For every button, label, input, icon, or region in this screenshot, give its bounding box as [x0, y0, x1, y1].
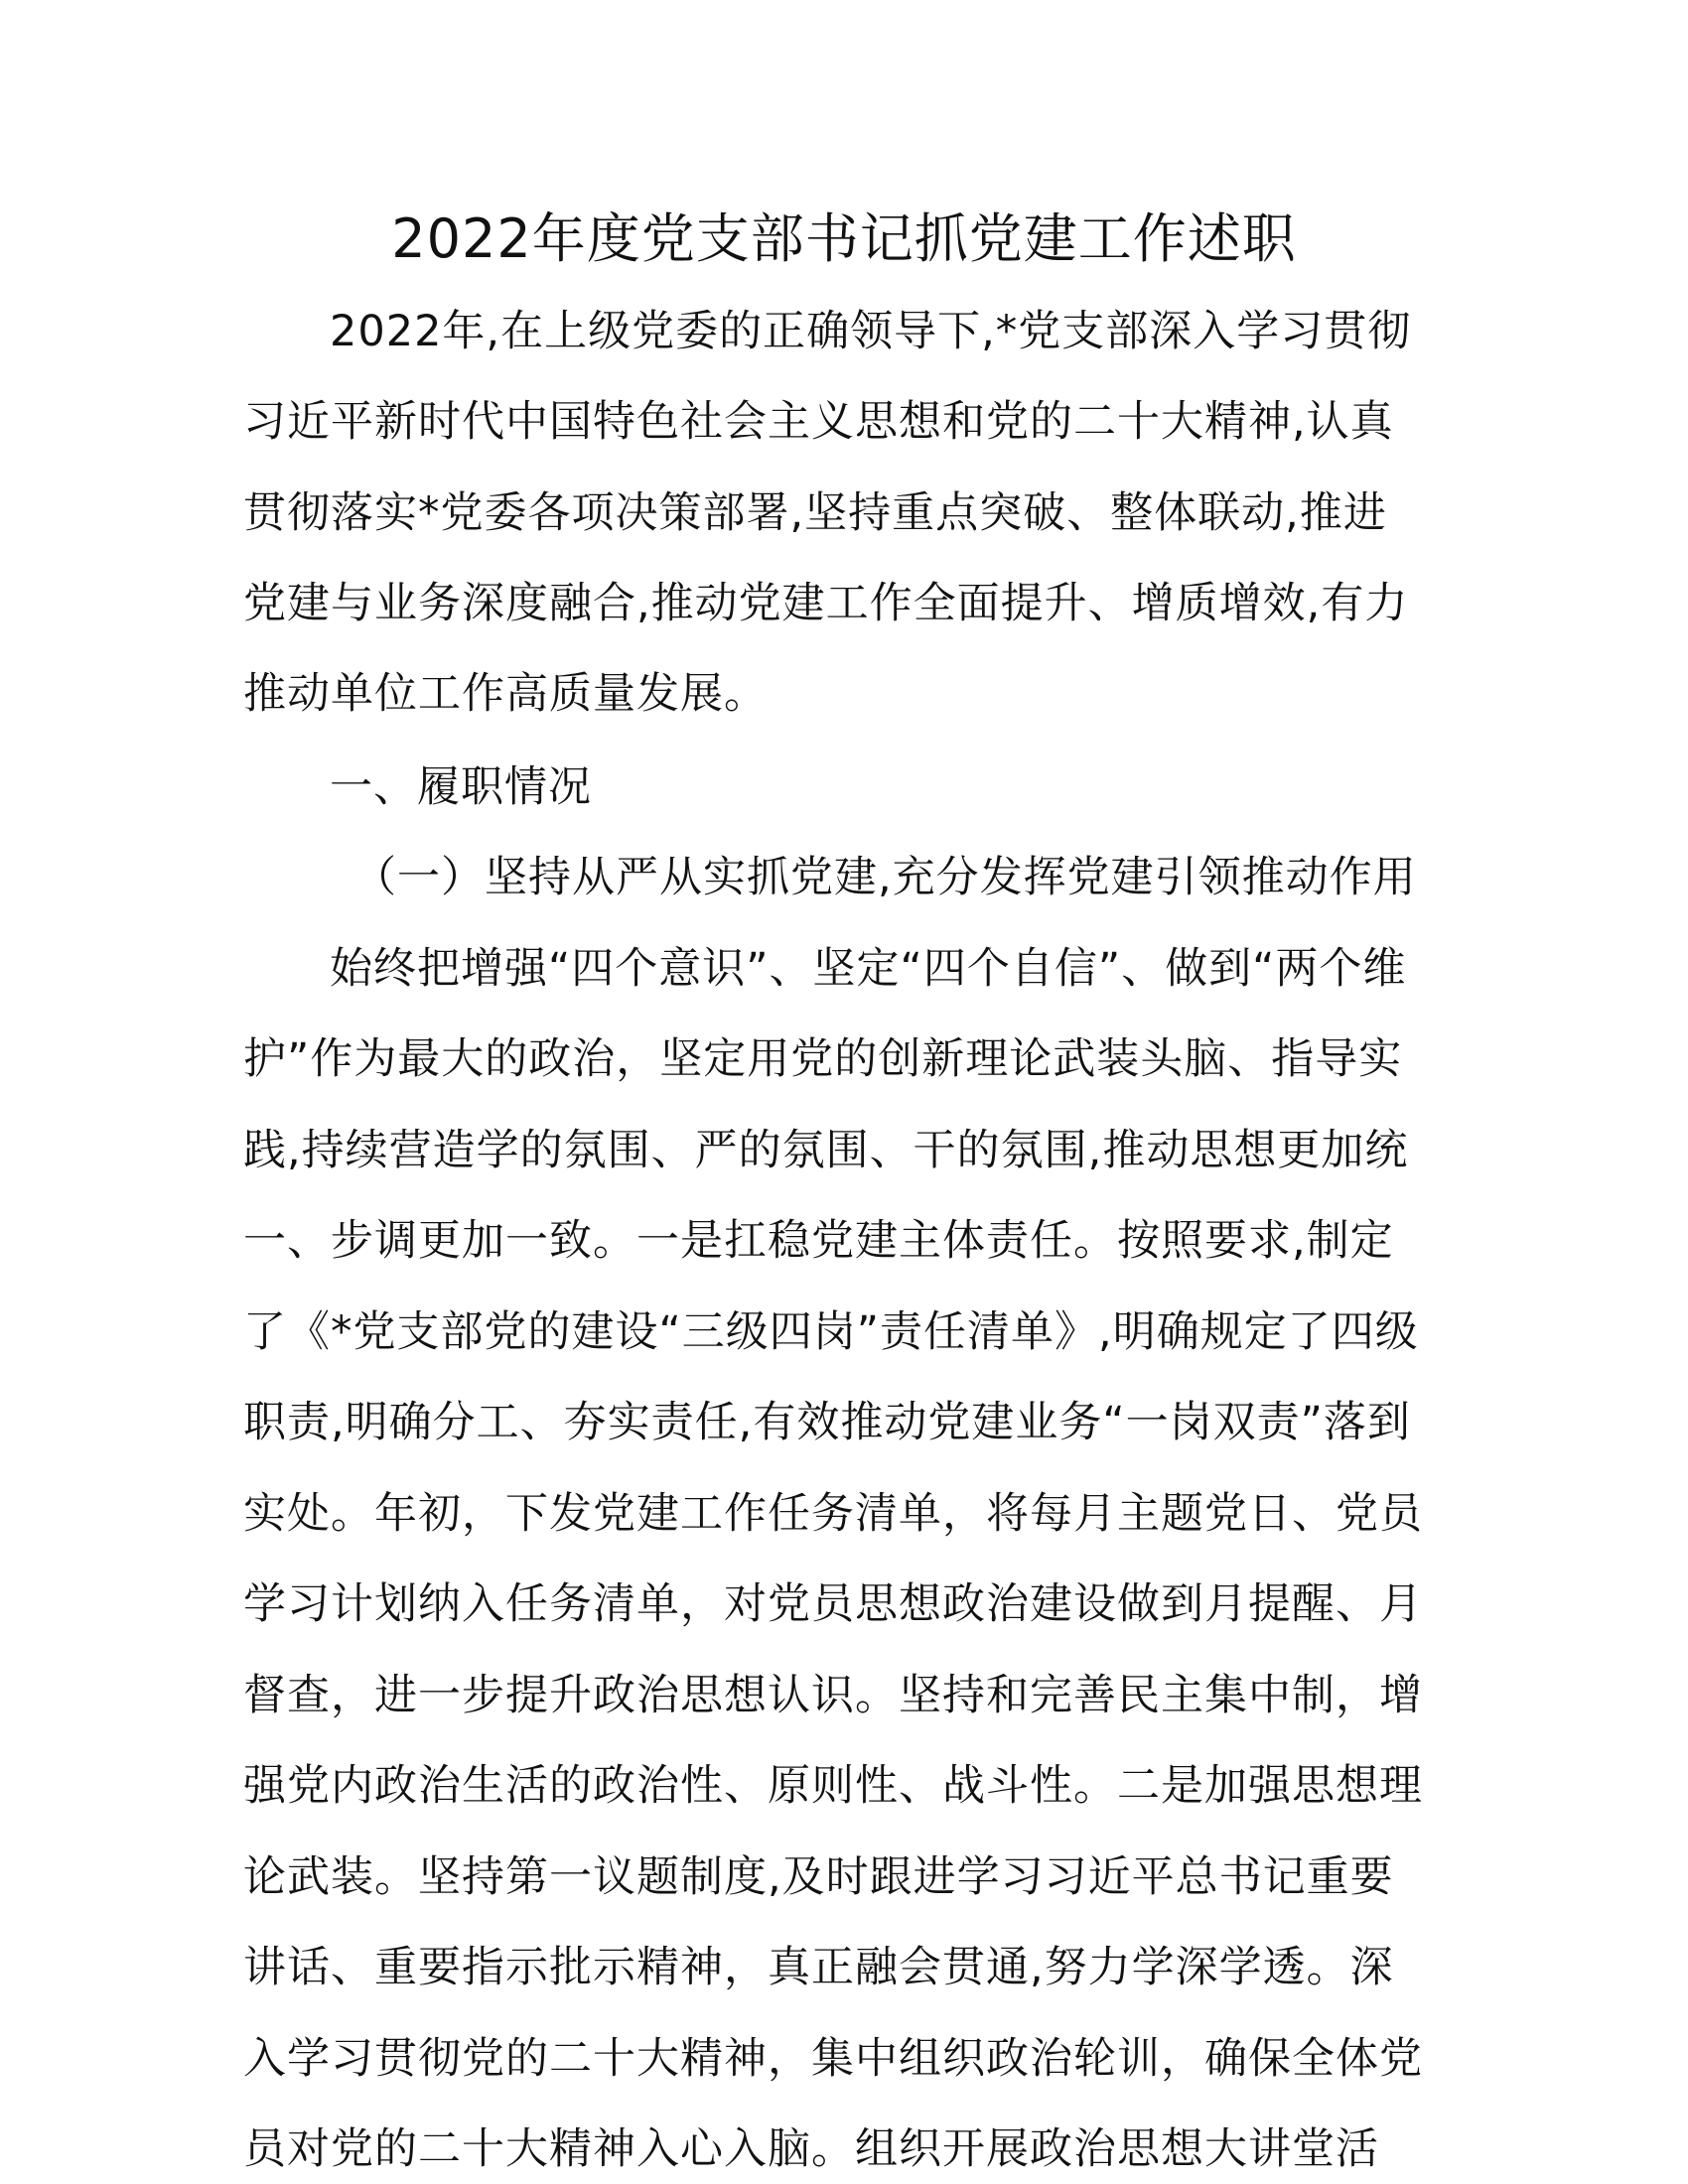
body-line-4: 一、步调更加一致。一是扛稳党建主体责任。按照要求,制定: [243, 1216, 1394, 1266]
intro-line-3: 贯彻落实*党委各项决策部署,坚持重点突破、整体联动,推进: [243, 488, 1387, 538]
body-line-11: 论武装。坚持第一议题制度,及时跟进学习习近平总书记重要: [243, 1852, 1394, 1902]
body-line-7: 实处。年初，下发党建工作任务清单，将每月主题党日、党员: [243, 1489, 1423, 1539]
section-heading: 一、履职情况: [330, 762, 592, 812]
body-line-12: 讲话、重要指示批示精神，真正融会贯通,努力学深学透。深: [243, 1943, 1394, 1992]
subsection-heading: （一）坚持从严从实抓党建,充分发挥党建引领推动作用: [353, 853, 1417, 902]
intro-line-2: 习近平新时代中国特色社会主义思想和党的二十大精神,认真: [243, 397, 1394, 447]
body-line-14: 员对党的二十大精神入心入脑。组织开展政治思想大讲堂活: [243, 2124, 1379, 2174]
body-line-2: 护”作为最大的政治，坚定用党的创新理论武装头脑、指导实: [243, 1034, 1403, 1084]
body-line-13: 入学习贯彻党的二十大精神，集中组织政治轮训，确保全体党: [243, 2034, 1423, 2084]
body-line-8: 学习计划纳入任务清单，对党员思想政治建设做到月提醒、月: [243, 1579, 1423, 1629]
body-line-6: 职责,明确分工、夯实责任,有效推动党建业务“一岗双责”落到: [243, 1398, 1411, 1447]
body-line-1: 始终把增强“四个意识”、坚定“四个自信”、做到“两个维: [330, 944, 1407, 994]
intro-line-4: 党建与业务深度融合,推动党建工作全面提升、增质增效,有力: [243, 579, 1409, 628]
body-line-9: 督查，进一步提升政治思想认识。坚持和完善民主集中制，增: [243, 1671, 1423, 1720]
document-title: 2022年度党支部书记抓党建工作述职: [391, 207, 1297, 270]
intro-line-1: 2022年,在上级党委的正确领导下,*党支部深入学习贯彻: [330, 307, 1412, 356]
body-line-3: 践,持续营造学的氛围、严的氛围、干的氛围,推动思想更加统: [243, 1126, 1409, 1175]
intro-line-5: 推动单位工作高质量发展。: [243, 669, 768, 719]
body-line-10: 强党内政治生活的政治性、原则性、战斗性。二是加强思想理: [243, 1761, 1423, 1811]
body-line-5: 了《*党支部党的建设“三级四岗”责任清单》,明确规定了四级: [243, 1307, 1419, 1357]
